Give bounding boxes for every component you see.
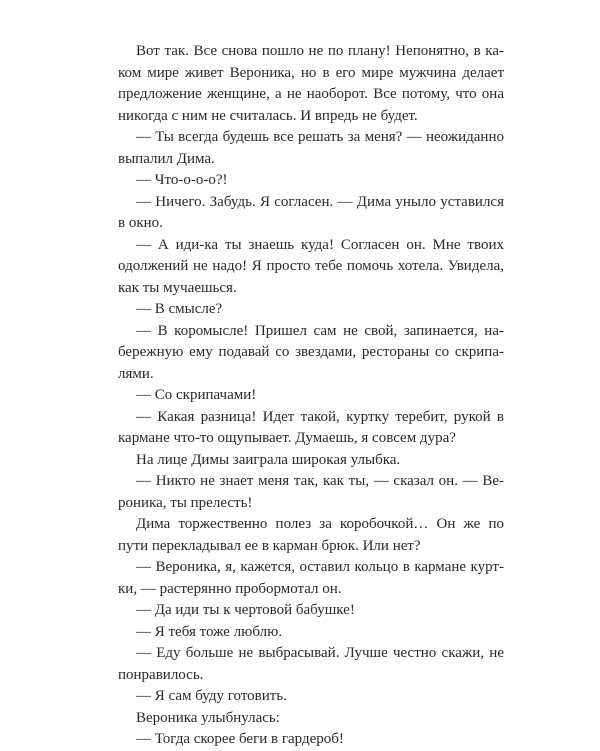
paragraph: — Какая разница! Идет такой, куртку теребит, рукой в кармане что-то ощупывает. Думаешь, я совсем дура?: [118, 408, 504, 446]
paragraph: — В смысле?: [136, 301, 223, 317]
paragraph: Вероника улыбнулась:: [136, 709, 280, 726]
paragraph: — Я сам буду готовить.: [136, 688, 287, 704]
paragraph: — Ничего. Забудь. Я согласен. — Дима уныло уставился в окно.: [118, 193, 504, 231]
paragraph: Дима торжественно полез за коробочкой… Он же по пути перекладывал ее в карман брюк. Или нет?: [118, 516, 504, 554]
paragraph: — Вероника, я, кажется, оставил кольцо в кармане куртки, — растерянно пробормотал он.: [118, 559, 504, 597]
paragraph: — Да иди ты к чертовой бабушке!: [136, 602, 355, 618]
paragraph: — Что-о-о-о?!: [136, 172, 228, 188]
paragraph: — В коромысле! Пришел сам не свой, запинается, набережную ему подавай со звездами, рестораны со скрипалями.: [118, 322, 504, 382]
paragraph: — Еду больше не выбрасывай. Лучше честно скажи, не понравилось.: [118, 645, 504, 683]
paragraph: Вот так. Все снова пошло не по плану! Непонятно, в каком мире живет Вероника, но в его мире мужчина делает предложение женщине, а не наоборот. Все потому, что она никогда с ним не считалась. И впредь не будет.: [118, 43, 504, 124]
paragraph: — Тогда скорее беги в гардероб!: [136, 731, 344, 747]
paragraph: — Я тебя тоже люблю.: [136, 623, 283, 640]
paragraph: — А иди-ка ты знаешь куда! Согласен он. Мне твоих одолжений не надо! Я просто тебе помочь хотела. Увидела, как ты мучаешься.: [118, 236, 504, 296]
page-text: [118, 41, 504, 751]
paragraph: — Со скрипачами!: [136, 387, 257, 403]
paragraph: — Никто не знает меня так, как ты, — сказал он. — Вероника, ты прелесть!: [118, 473, 504, 511]
paragraph: На лице Димы заиграла широкая улыбка.: [136, 451, 401, 468]
paragraph: — Ты всегда будешь все решать за меня? — неожиданно выпалил Дима.: [118, 129, 504, 167]
